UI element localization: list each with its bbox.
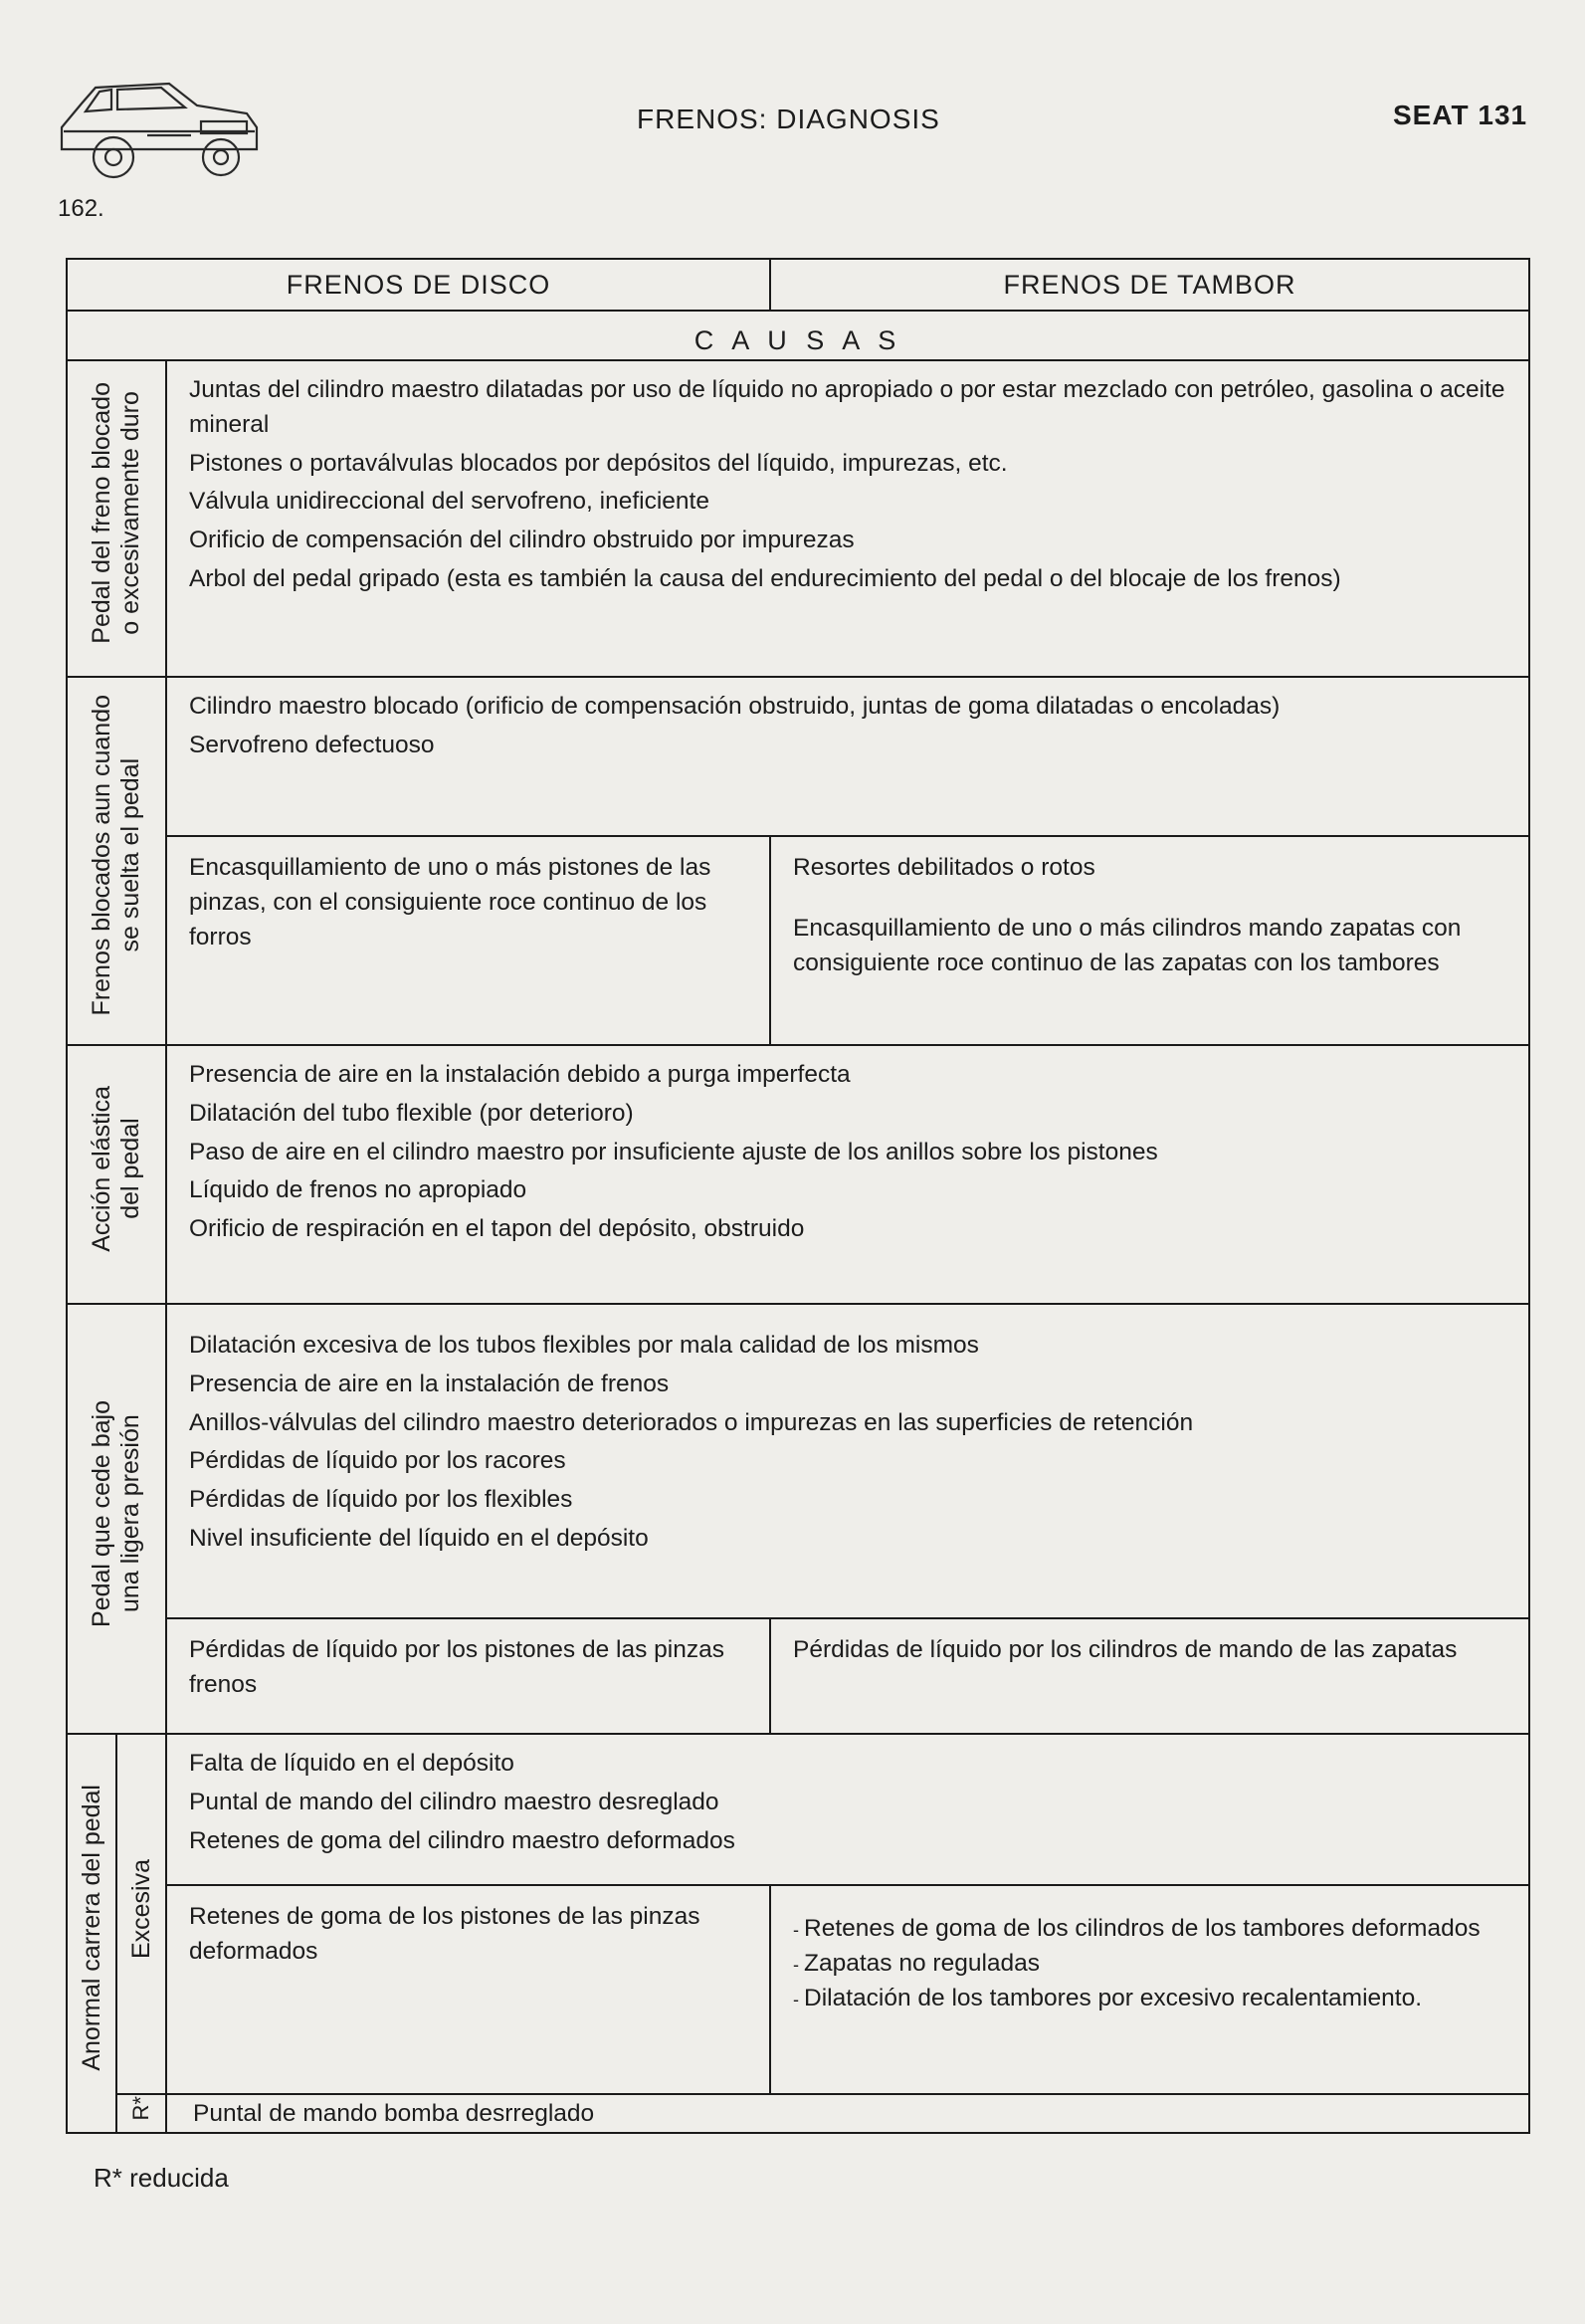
yield-causes bbox=[166, 1304, 1529, 1618]
list-item: Dilatación excesiva de los tubos flexibles por mala calidad de los mismos bbox=[189, 1332, 979, 1359]
section-yield-split bbox=[67, 1618, 1529, 1734]
elastic-causes bbox=[166, 1045, 1529, 1304]
travel-drum-causes bbox=[770, 1885, 1529, 2094]
list-item: Líquido de frenos no apropiado bbox=[189, 1176, 527, 1204]
reducida-label: R* bbox=[128, 2095, 154, 2121]
elastic-label-cell bbox=[67, 1045, 166, 1304]
released-common-causes bbox=[166, 677, 1529, 836]
list-item: Orificio de respiración en el tapon del depósito, obstruido bbox=[189, 1215, 805, 1243]
list-item: Pérdidas de líquido por los racores bbox=[189, 1447, 566, 1475]
yield-drum-cause: Pérdidas de líquido por los cilindros de mando de las zapatas bbox=[770, 1618, 1529, 1734]
released-label: Frenos blocados aun cuando se suelta el pedal bbox=[88, 695, 144, 1016]
blocked-label: Pedal del freno blocado o excesivamente duro bbox=[88, 382, 144, 644]
causas-header: C A U S A S bbox=[67, 311, 1529, 360]
diagnosis-table bbox=[66, 258, 1530, 2134]
released-label-cell bbox=[67, 677, 166, 1045]
list-item: Presencia de aire en la instalación de frenos bbox=[189, 1370, 670, 1397]
footnote: R* reducida bbox=[94, 2163, 229, 2193]
list-item: Dilatación del tubo flexible (por deterioro) bbox=[189, 1099, 634, 1127]
section-released bbox=[67, 677, 1529, 836]
list-item: - Zapatas no reguladas bbox=[793, 1947, 1514, 1982]
disc-brakes-header: FRENOS DE DISCO bbox=[67, 259, 770, 311]
section-released-split bbox=[67, 836, 1529, 1045]
list-item: - Retenes de goma de los cilindros de los tambores deformados bbox=[793, 1912, 1514, 1947]
travel-excesiva-causes bbox=[166, 1734, 1529, 1885]
list-item: Juntas del cilindro maestro dilatadas por uso de líquido no apropiado o por estar mezclado con petróleo, gasolina o aceite mineral bbox=[189, 376, 1505, 438]
list-item: Paso de aire en el cilindro maestro por insuficiente ajuste de los anillos sobre los pistones bbox=[189, 1138, 1158, 1165]
section-travel-split bbox=[67, 1885, 1529, 2094]
blocked-causes bbox=[166, 360, 1529, 677]
list-item: Servofreno defectuoso bbox=[189, 731, 435, 758]
section-reducida bbox=[67, 2094, 1529, 2133]
drum-brakes-header: FRENOS DE TAMBOR bbox=[770, 259, 1529, 311]
list-item: Encasquillamiento de uno o más pistones de las pinzas, con el consiguiente roce continuo de los forros bbox=[189, 854, 711, 951]
list-item: Cilindro maestro blocado (orificio de compensación obstruido, juntas de goma dilatadas o encoladas) bbox=[189, 693, 1281, 720]
list-item: Presencia de aire en la instalación debido a purga imperfecta bbox=[189, 1061, 851, 1088]
released-drum-causes bbox=[770, 836, 1529, 1045]
released-disc-cause bbox=[166, 836, 770, 1045]
section-elastic bbox=[67, 1045, 1529, 1304]
list-item: Pistones o portaválvulas blocados por depósitos del líquido, impurezas, etc. bbox=[189, 449, 1008, 477]
travel-label: Anormal carrera del pedal bbox=[77, 1785, 105, 2071]
section-blocked bbox=[67, 360, 1529, 677]
page-title: FRENOS: DIAGNOSIS bbox=[637, 104, 940, 134]
list-item: - Dilatación de los tambores por excesivo recalentamiento. bbox=[793, 1982, 1514, 2016]
reducida-label-cell bbox=[116, 2094, 166, 2133]
list-item: Resortes debilitados o rotos bbox=[793, 854, 1095, 881]
list-item: Orificio de compensación del cilindro obstruido por impurezas bbox=[189, 527, 855, 554]
excesiva-label-cell bbox=[116, 1734, 166, 2094]
header-row bbox=[67, 259, 1529, 311]
travel-disc-cause: Retenes de goma de los pistones de las pinzas deformados bbox=[166, 1885, 770, 2094]
blocked-label-cell bbox=[67, 360, 166, 677]
list-item: Falta de líquido en el depósito bbox=[189, 1750, 514, 1777]
list-item: Arbol del pedal gripado (esta es también la causa del endurecimiento del pedal o del blocaje de los frenos) bbox=[189, 564, 1341, 592]
list-item: Pérdidas de líquido por los flexibles bbox=[189, 1486, 573, 1514]
yield-disc-cause: Pérdidas de líquido por los pistones de las pinzas frenos bbox=[166, 1618, 770, 1734]
list-item: Retenes de goma del cilindro maestro deformados bbox=[189, 1826, 735, 1854]
list-item: Encasquillamiento de uno o más cilindros mando zapatas con consiguiente roce continuo de las zapatas con los tambores bbox=[793, 914, 1462, 976]
excesiva-label: Excesiva bbox=[126, 1858, 155, 1959]
section-yield bbox=[67, 1304, 1529, 1618]
travel-label-cell bbox=[67, 1734, 116, 2133]
list-item: Válvula unidireccional del servofreno, ineficiente bbox=[189, 488, 709, 516]
list-item: Puntal de mando del cilindro maestro desreglado bbox=[189, 1788, 719, 1815]
yield-label: Pedal que cede bajo una ligera presión bbox=[88, 1399, 144, 1627]
causas-row bbox=[67, 311, 1529, 360]
list-item: Nivel insuficiente del líquido en el depósito bbox=[189, 1524, 649, 1552]
brand-label: SEAT 131 bbox=[1393, 100, 1528, 130]
yield-label-cell bbox=[67, 1304, 166, 1734]
section-travel bbox=[67, 1734, 1529, 1885]
page-number: 162. bbox=[58, 195, 104, 222]
reducida-cause: Puntal de mando bomba desrreglado bbox=[166, 2094, 1529, 2133]
list-item: Anillos-válvulas del cilindro maestro deteriorados o impurezas en las superficies de retención bbox=[189, 1408, 1194, 1436]
elastic-label: Acción elástica del pedal bbox=[88, 1086, 144, 1252]
car-illustration-logo bbox=[52, 66, 266, 195]
